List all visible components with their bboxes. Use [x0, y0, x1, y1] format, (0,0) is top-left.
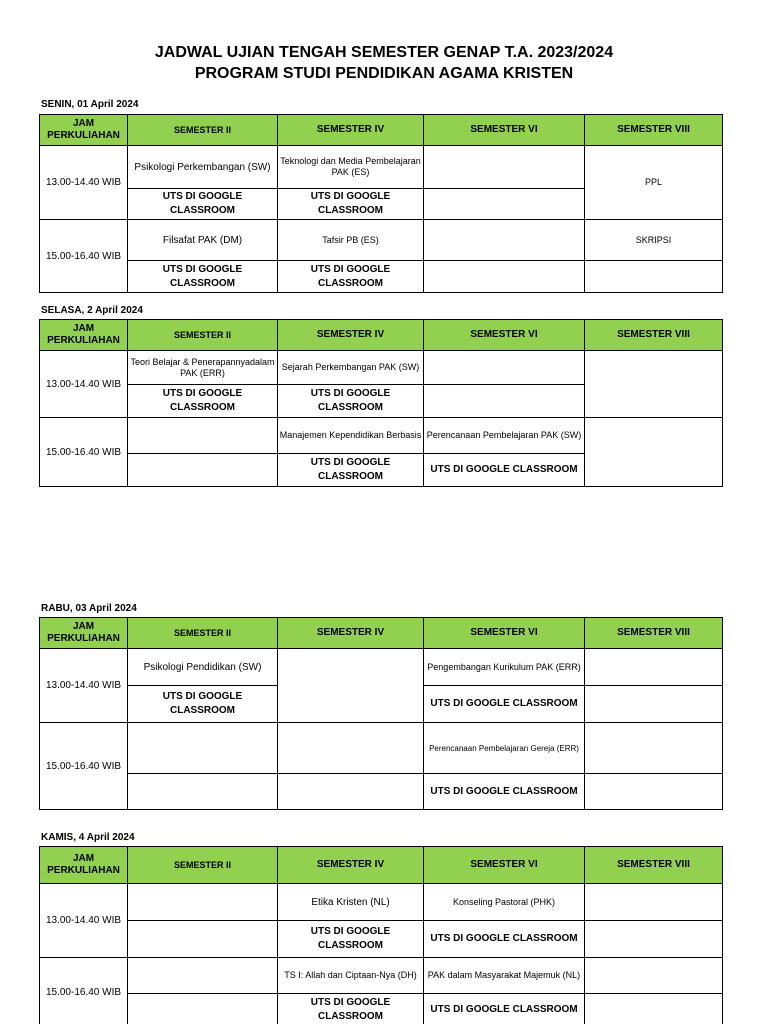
header-semester-4: SEMESTER IV	[278, 618, 424, 649]
uts-note: UTS DI GOOGLE CLASSROOM	[128, 385, 278, 418]
header-semester-6: SEMESTER VI	[424, 618, 585, 649]
empty-cell	[424, 189, 585, 220]
course-cell: Perencanaan Pembelajaran PAK (SW)	[424, 418, 585, 454]
time-slot: 13.00-14.40 WIB	[40, 351, 128, 418]
course-cell: Teknologi dan Media Pembelajaran PAK (ES)	[278, 146, 424, 189]
course-cell: Psikologi Perkembangan (SW)	[128, 146, 278, 189]
empty-cell	[585, 921, 723, 958]
empty-cell	[585, 774, 723, 810]
empty-cell	[424, 351, 585, 385]
day-label-selasa: SELASA, 2 April 2024	[41, 305, 143, 316]
day-label-kamis: KAMIS, 4 April 2024	[41, 832, 135, 843]
header-semester-2: SEMESTER II	[128, 847, 278, 884]
document-title-line2: PROGRAM STUDI PENDIDIKAN AGAMA KRISTEN	[194, 65, 574, 82]
empty-cell	[128, 454, 278, 487]
uts-note: UTS DI GOOGLE CLASSROOM	[278, 921, 424, 958]
empty-cell	[128, 418, 278, 454]
time-slot: 13.00-14.40 WIB	[40, 649, 128, 723]
header-semester-8: SEMESTER VIII	[585, 115, 723, 146]
uts-note: UTS DI GOOGLE CLASSROOM	[128, 686, 278, 723]
course-cell: Etika Kristen (NL)	[278, 884, 424, 921]
empty-cell	[128, 723, 278, 774]
course-cell: Tafsir PB (ES)	[278, 220, 424, 261]
time-slot: 13.00-14.40 WIB	[40, 884, 128, 958]
header-semester-8: SEMESTER VIII	[585, 618, 723, 649]
uts-note: UTS DI GOOGLE CLASSROOM	[128, 261, 278, 293]
header-semester-2: SEMESTER II	[128, 115, 278, 146]
empty-cell	[585, 723, 723, 774]
uts-note: UTS DI GOOGLE CLASSROOM	[424, 774, 585, 810]
empty-cell	[128, 958, 278, 994]
header-semester-2: SEMESTER II	[128, 618, 278, 649]
uts-note: UTS DI GOOGLE CLASSROOM	[424, 994, 585, 1024]
uts-note: UTS DI GOOGLE CLASSROOM	[424, 921, 585, 958]
header-semester-8: SEMESTER VIII	[585, 320, 723, 351]
uts-note: UTS DI GOOGLE CLASSROOM	[424, 686, 585, 723]
empty-cell	[585, 351, 723, 418]
time-slot: 15.00-16.40 WIB	[40, 723, 128, 810]
empty-cell	[128, 774, 278, 810]
course-cell: Filsafat PAK (DM)	[128, 220, 278, 261]
schedule-table-kamis	[39, 846, 723, 1024]
course-cell: Psikologi Pendidikan (SW)	[128, 649, 278, 686]
uts-note: UTS DI GOOGLE CLASSROOM	[278, 385, 424, 418]
course-cell: Konseling Pastoral (PHK)	[424, 884, 585, 921]
time-slot: 15.00-16.40 WIB	[40, 418, 128, 487]
time-slot: 13.00-14.40 WIB	[40, 146, 128, 220]
empty-cell	[585, 958, 723, 994]
empty-cell	[278, 649, 424, 723]
header-jam: JAM PERKULIAHAN	[40, 320, 128, 351]
uts-note: UTS DI GOOGLE CLASSROOM	[278, 261, 424, 293]
header-semester-4: SEMESTER IV	[278, 320, 424, 351]
course-cell: TS I: Allah dan Ciptaan-Nya (DH)	[278, 958, 424, 994]
course-cell: Sejarah Perkembangan PAK (SW)	[278, 351, 424, 385]
course-cell: Teori Belajar & Penerapannyadalam PAK (ERR)	[128, 351, 278, 385]
uts-note: UTS DI GOOGLE CLASSROOM	[278, 454, 424, 487]
uts-note: UTS DI GOOGLE CLASSROOM	[278, 189, 424, 220]
schedule-table-rabu	[39, 617, 723, 810]
empty-cell	[278, 723, 424, 774]
empty-cell	[585, 649, 723, 686]
course-cell: PAK dalam Masyarakat Majemuk (NL)	[424, 958, 585, 994]
empty-cell	[424, 385, 585, 418]
time-slot: 15.00-16.40 WIB	[40, 958, 128, 1024]
empty-cell	[585, 884, 723, 921]
empty-cell	[585, 686, 723, 723]
empty-cell	[585, 418, 723, 487]
empty-cell	[585, 261, 723, 293]
schedule-table-selasa	[39, 319, 723, 487]
day-label-rabu: RABU, 03 April 2024	[41, 603, 137, 614]
header-semester-2: SEMESTER II	[128, 320, 278, 351]
uts-note: UTS DI GOOGLE CLASSROOM	[424, 454, 585, 487]
empty-cell	[128, 884, 278, 921]
course-cell: PPL	[585, 146, 723, 220]
empty-cell	[585, 994, 723, 1024]
empty-cell	[128, 921, 278, 958]
header-semester-8: SEMESTER VIII	[585, 847, 723, 884]
header-semester-6: SEMESTER VI	[424, 115, 585, 146]
uts-note: UTS DI GOOGLE CLASSROOM	[278, 994, 424, 1024]
uts-note: UTS DI GOOGLE CLASSROOM	[128, 189, 278, 220]
course-cell: Manajemen Kependidikan Berbasis	[278, 418, 424, 454]
day-label-senin: SENIN, 01 April 2024	[41, 99, 139, 110]
time-slot: 15.00-16.40 WIB	[40, 220, 128, 293]
course-cell: Perencanaan Pembelajaran Gereja (ERR)	[424, 723, 585, 774]
header-semester-6: SEMESTER VI	[424, 847, 585, 884]
course-cell: SKRIPSI	[585, 220, 723, 261]
header-semester-4: SEMESTER IV	[278, 847, 424, 884]
empty-cell	[278, 774, 424, 810]
header-jam: JAM PERKULIAHAN	[40, 115, 128, 146]
empty-cell	[424, 261, 585, 293]
empty-cell	[128, 994, 278, 1024]
header-jam: JAM PERKULIAHAN	[40, 618, 128, 649]
document-title-line1: JADWAL UJIAN TENGAH SEMESTER GENAP T.A. 2023/2024	[154, 44, 614, 61]
header-semester-4: SEMESTER IV	[278, 115, 424, 146]
header-semester-6: SEMESTER VI	[424, 320, 585, 351]
course-cell: Pengembangan Kurikulum PAK (ERR)	[424, 649, 585, 686]
empty-cell	[424, 220, 585, 261]
empty-cell	[424, 146, 585, 189]
header-jam: JAM PERKULIAHAN	[40, 847, 128, 884]
schedule-table-senin	[39, 114, 723, 293]
